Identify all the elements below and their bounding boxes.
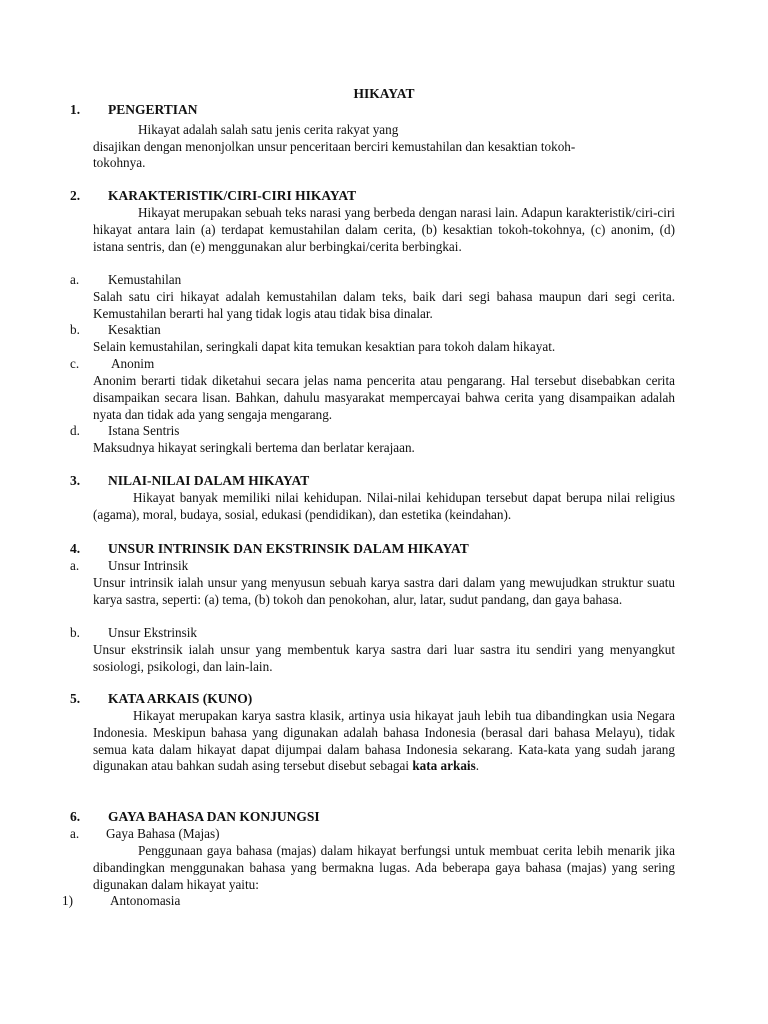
section-heading: UNSUR INTRINSIK DAN EKSTRINSIK DALAM HIKAYAT [108,541,469,556]
document-title: HIKAYAT [353,86,415,101]
sentence-end: . [475,758,480,774]
paragraph: Salah satu ciri hikayat adalah kemustahilan dalam teks, baik dari segi bahasa maupun dari segi cerita. Kemustahilan berarti hal yang tidak logis atau tidak bisa dinalar. [93,289,675,321]
list-letter: a. [70,826,80,841]
section-number: 3. [70,473,81,488]
list-label: Unsur Intrinsik [108,558,189,573]
list-letter: b. [70,625,80,640]
paragraph-text: Hikayat merupakan karya sastra klasik, artinya usia hikayat jauh lebih tua dibandingkan usia Negara Indonesia. Meskipun bahasa yang digunakan adalah bahasa Indonesia (berasal dari bahasa Melayu), tidak semua kata dalam hikayat dapat dijumpai dalam bahasa Indonesia sekarang. Kata-kata yang sudah jarang digunakan atau bahkan sudah asing tersebut disebut sebagai [93,708,675,774]
list-label: Unsur Ekstrinsik [108,625,198,640]
list-letter: d. [70,423,80,438]
paragraph-line: Hikayat adalah salah satu jenis cerita rakyat yang [138,122,399,137]
paragraph: Selain kemustahilan, seringkali dapat kita temukan kesaktian para tokoh dalam hikayat. [93,339,556,354]
list-letter: a. [70,272,80,287]
section-number: 1. [70,102,81,117]
list-label: Istana Sentris [108,423,180,438]
section-number: 5. [70,691,81,706]
section-number: 2. [70,188,81,203]
sublist-number: 1) [62,893,73,908]
paragraph: Hikayat merupakan sebuah teks narasi yang berbeda dengan narasi lain. Adapun karakteristik/ciri-ciri hikayat antara lain (a) terdapat kemustahilan dalam cerita, (b) kesaktian tokoh-tokohnya, (c) anonim, (d) istana sentris, dan (e) menggunakan alur berbingkai/cerita berbingkai. [93,205,675,254]
paragraph-line: tokohnya. [93,155,146,170]
list-label: Gaya Bahasa (Majas) [106,826,220,841]
sublist-label: Antonomasia [110,893,181,908]
section-heading: GAYA BAHASA DAN KONJUNGSI [108,809,320,824]
section-number: 4. [70,541,81,556]
paragraph: Hikayat banyak memiliki nilai kehidupan. Nilai-nilai kehidupan tersebut dapat berupa nilai religius (agama), moral, budaya, sosial, edukasi (pendidikan), dan estetika (keindahan). [93,490,675,522]
section-heading: KATA ARKAIS (KUNO) [108,691,253,706]
paragraph-line: disajikan dengan menonjolkan unsur penceritaan berciri kemustahilan dan kesaktian tokoh- [93,139,576,154]
paragraph: Maksudnya hikayat seringkali bertema dan berlatar kerajaan. [93,440,415,455]
list-letter: c. [70,356,80,371]
list-label: Kemustahilan [108,272,182,287]
list-letter: b. [70,322,80,337]
list-label: Kesaktian [108,322,161,337]
section-number: 6. [70,809,81,824]
section-heading: NILAI-NILAI DALAM HIKAYAT [108,473,310,488]
list-label: Anonim [111,356,155,371]
paragraph [93,708,675,775]
section-heading: KARAKTERISTIK/CIRI-CIRI HIKAYAT [108,188,357,203]
list-letter: a. [70,558,80,573]
paragraph: Anonim berarti tidak diketahui secara jelas nama pencerita atau pengarang. Hal tersebut disebabkan cerita disampaikan secara lisan. Bahkan, dahulu masyarakat mempercayai bahwa cerita yang disampaikan adalah nyata dan tidak ada yang sengaja mengarang. [93,373,675,422]
keyword-kata-arkais: kata arkais [412,758,476,774]
paragraph: Penggunaan gaya bahasa (majas) dalam hikayat berfungsi untuk membuat cerita lebih menarik jika dibandingkan menggunakan bahasa yang bermakna lugas. Ada beberapa gaya bahasa (majas) yang sering digunakan dalam hikayat yaitu: [93,843,675,892]
section-heading: PENGERTIAN [108,102,198,117]
paragraph: Unsur ekstrinsik ialah unsur yang membentuk karya sastra dari luar sastra itu sendiri yang menyangkut sosiologi, psikologi, dan lain-lain. [93,642,675,674]
paragraph: Unsur intrinsik ialah unsur yang menyusun sebuah karya sastra dari dalam yang mewujudkan struktur suatu karya sastra, seperti: (a) tema, (b) tokoh dan penokohan, alur, latar, sudut pandang, dan gaya bahasa. [93,575,675,607]
